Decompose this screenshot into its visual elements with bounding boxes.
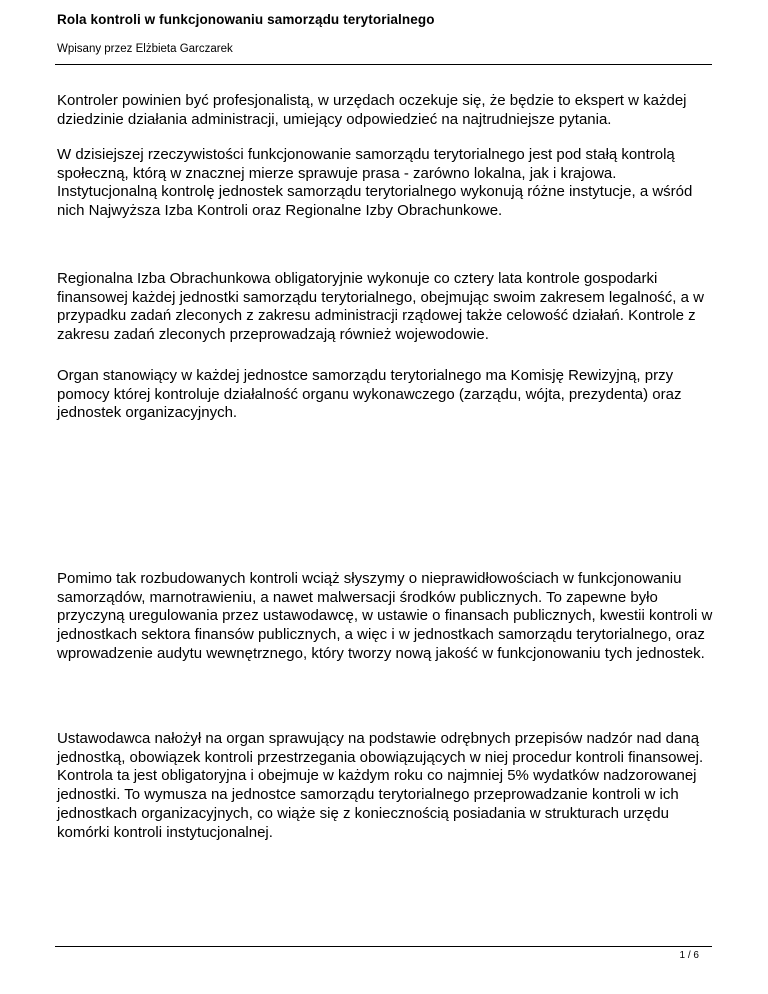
author-byline: Wpisany przez Elżbieta Garczarek — [57, 43, 233, 55]
document-title: Rola kontroli w funkcjonowaniu samorządu terytorialnego — [57, 12, 435, 27]
footer-divider — [55, 946, 712, 947]
paragraph-4: Organ stanowiący w każdej jednostce samorządu terytorialnego ma Komisję Rewizyjną, przy pomocy której kontroluje działalność organu wykonawczego (zarządu, wójta, prezydenta) oraz jednostek organizacyjnych. — [57, 367, 682, 422]
paragraph-2: W dzisiejszej rzeczywistości funkcjonowanie samorządu terytorialnego jest pod stałą kontrolą społeczną, którą w znacznej mierze sprawuje prasa - zarówno lokalna, jak i krajowa. Instytucjonalną kontrolę jednostek samorządu terytorialnego wykonują różne instytucje, a wśród nich Najwyższa Izba Kontroli oraz Regionalne Izby Obrachunkowe. — [57, 146, 693, 220]
paragraph-1: Kontroler powinien być profesjonalistą, w urzędach oczekuje się, że będzie to ekspert w każdej dziedzinie działania administracji, umiejący odpowiedzieć na najtrudniejsze pytania. — [57, 92, 687, 128]
paragraph-6: Ustawodawca nałożył na organ sprawujący na podstawie odrębnych przepisów nadzór nad daną jednostką, obowiązek kontroli przestrzegania obowiązujących w niej procedur kontroli finansowej. Kontrola ta jest obligatoryjna i obejmuje w każdym roku co najmniej 5% wydatków nadzorowanej jednostki. To wymusza na jednostce samorządu terytorialnego przeprowadzanie kontroli w ich jednostkach organizacyjnych, co wiąże się z koniecznością posiadania w strukturach urzędu komórki kontroli instytucjonalnej. — [57, 730, 704, 841]
page-number: 1 / 6 — [679, 950, 699, 961]
header-divider — [55, 64, 712, 65]
paragraph-5: Pomimo tak rozbudowanych kontroli wciąż słyszymy o nieprawidłowościach w funkcjonowaniu samorządów, marnotrawieniu, a nawet malwersacji środków publicznych. To zapewne było przyczyną uregulowania przez ustawodawcę, w ustawie o finansach publicznych, kwestii kontroli w jednostkach sektora finansów publicznych, a więc i w jednostkach samorządu terytorialnego, oraz wprowadzenie audytu wewnętrznego, który tworzy nową jakość w funkcjonowaniu tych jednostek. — [57, 570, 713, 662]
paragraph-3: Regionalna Izba Obrachunkowa obligatoryjnie wykonuje co cztery lata kontrole gospodarki finansowej każdej jednostki samorządu terytorialnego, obejmując swoim zakresem legalność, a w przypadku zadań zleconych z zakresu administracji rządowej także celowość działań. Kontrole z zakresu zadań zleconych przeprowadzają również wojewodowie. — [57, 270, 704, 344]
